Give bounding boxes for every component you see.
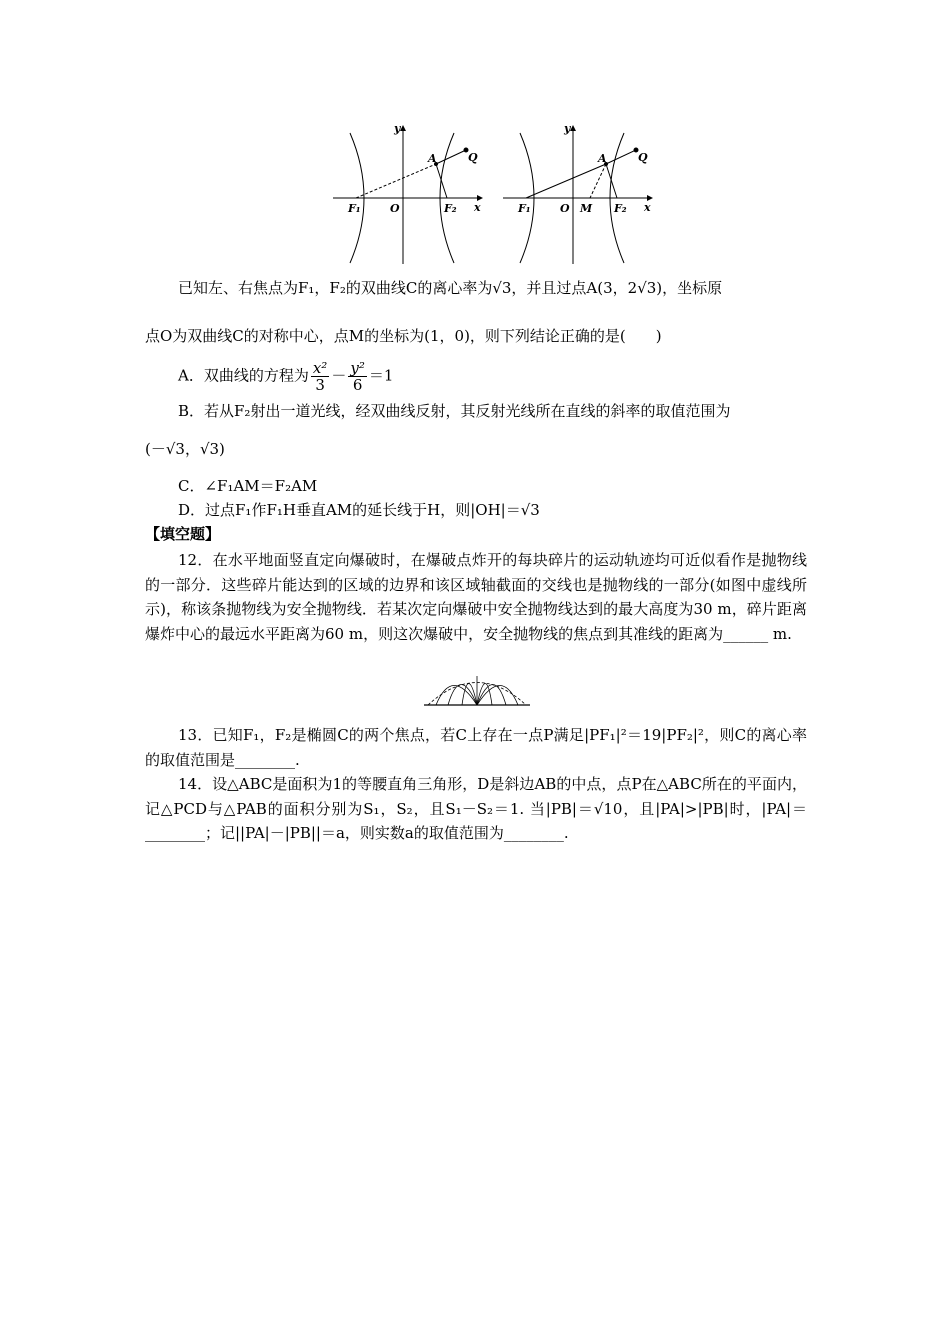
q11-frac1-num: x² xyxy=(312,359,328,377)
point-F1-label: F₁ xyxy=(348,202,361,215)
q11-stem-line1: 已知左、右焦点为F₁，F₂的双曲线C的离心率为√3，并且过点A(3，2√3)，坐标原 xyxy=(178,279,723,297)
point-A-label-2: A xyxy=(598,152,607,165)
point-O-label: O xyxy=(390,202,400,215)
point-M-label: M xyxy=(580,202,593,215)
hyperbola-diagram-left xyxy=(333,126,482,264)
q11-option-b-line2: (－√3，√3) xyxy=(145,440,225,458)
q14-text: 14．设△ABC是面积为1的等腰直角三角形，D是斜边AB的中点，点P在△ABC所在的平面内，记△PCD与△PAB的面积分别为S₁，S₂，且S₁－S₂＝1. 当|PB|＝√10，且|PA|>|PB|时，|PA|＝________；记||PA|－|PB||＝a，则实数a的取值范围为________. xyxy=(145,775,807,842)
section-title-fill-blank: 【填空题】 xyxy=(145,525,221,543)
axis-x-label: x xyxy=(474,201,481,214)
q12-text: 12．在水平地面竖直定向爆破时，在爆破点炸开的每块碎片的运动轨迹均可近似看作是抛物线的一部分．这些碎片能达到的区域的边界和该区域轴截面的交线也是抛物线的一部分(如图中虚线所示)，称该条抛物线为安全抛物线．若某次定向爆破中安全抛物线达到的最大高度为30 m，碎片距离爆炸中心的最远水平距离为60 m，则这次爆破中，安全抛物线的焦点到其准线的距离为______ m. xyxy=(145,551,807,643)
q11-frac2-den: 6 xyxy=(352,376,363,394)
q11-option-a-minus: － xyxy=(331,366,347,385)
point-A-label: A xyxy=(428,152,437,165)
q11-option-a-suffix: ＝1 xyxy=(368,366,394,385)
point-F2-label-2: F₂ xyxy=(614,202,627,215)
q11-option-a-prefix: A．双曲线的方程为 xyxy=(178,366,309,385)
q11-frac1-den: 3 xyxy=(315,376,325,394)
q11-frac2-num: y² xyxy=(350,359,365,377)
hyperbola-figures xyxy=(330,118,660,268)
axis-y-label-2: y xyxy=(564,122,571,135)
q13-text: 13．已知F₁，F₂是椭圆C的两个焦点，若C上存在一点P满足|PF₁|²＝19|PF₂|²，则C的离心率的取值范围是________. xyxy=(145,726,807,769)
q11-option-a xyxy=(178,360,393,393)
point-F1-label-2: F₁ xyxy=(518,202,531,215)
point-F2-label: F₂ xyxy=(444,202,457,215)
point-Q-label: Q xyxy=(468,151,478,164)
parabola-figure xyxy=(422,668,532,710)
axis-x-label-2: x xyxy=(644,201,651,214)
hyperbola-diagram-right xyxy=(503,126,652,264)
q11-option-c: C．∠F₁AM＝F₂AM xyxy=(178,477,318,495)
q11-option-b-line1: B．若从F₂射出一道光线，经双曲线反射，其反射光线所在直线的斜率的取值范围为 xyxy=(178,402,731,420)
q11-stem-line2: 点O为双曲线C的对称中心，点M的坐标为(1，0)，则下列结论正确的是( ) xyxy=(145,327,662,345)
point-Q-label-2: Q xyxy=(638,151,648,164)
q11-option-d: D．过点F₁作F₁H垂直AM的延长线于H，则|OH|＝√3 xyxy=(178,501,540,519)
axis-y-label: y xyxy=(394,122,401,135)
point-O-label-2: O xyxy=(560,202,570,215)
